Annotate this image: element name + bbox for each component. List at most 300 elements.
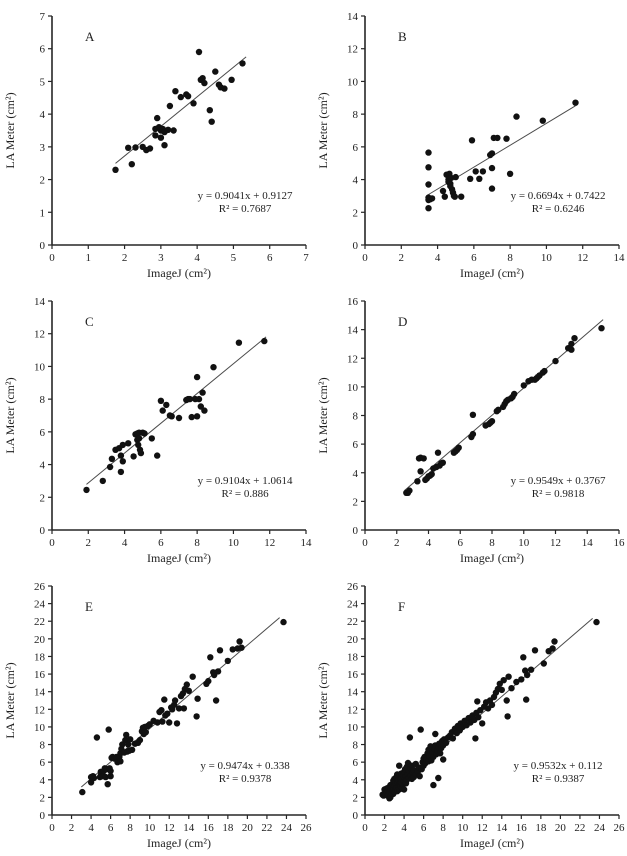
data-point bbox=[178, 94, 184, 100]
data-point bbox=[470, 431, 476, 437]
panel-letter: D bbox=[398, 314, 408, 330]
data-point bbox=[551, 638, 557, 644]
data-point bbox=[91, 775, 97, 781]
x-tick-label: 0 bbox=[49, 252, 55, 264]
data-point bbox=[508, 685, 514, 691]
data-point bbox=[159, 718, 165, 724]
x-tick-label: 10 bbox=[227, 537, 239, 549]
x-tick-label: 22 bbox=[574, 822, 586, 834]
data-point bbox=[213, 697, 219, 703]
data-point bbox=[504, 713, 510, 719]
data-point bbox=[158, 398, 164, 404]
data-point bbox=[238, 645, 244, 651]
y-tick-label: 2 bbox=[352, 496, 358, 509]
data-point bbox=[207, 107, 213, 113]
y-tick-label: 2 bbox=[39, 492, 45, 505]
y-tick-label: 18 bbox=[347, 651, 358, 664]
scatter-chart-D bbox=[313, 285, 626, 570]
x-tick-label: 18 bbox=[535, 822, 547, 834]
y-tick-label: 14 bbox=[34, 296, 45, 308]
data-point bbox=[147, 145, 153, 151]
y-tick-label: 6 bbox=[352, 757, 358, 770]
y-tick-label: 2 bbox=[39, 174, 45, 187]
y-tick-label: 6 bbox=[352, 141, 358, 154]
data-point bbox=[221, 85, 227, 91]
data-point bbox=[189, 414, 195, 420]
x-tick-label: 0 bbox=[49, 537, 55, 549]
scatter-panel-D bbox=[313, 285, 627, 570]
data-point bbox=[435, 775, 441, 781]
data-point bbox=[141, 430, 147, 436]
x-tick-label: 2 bbox=[398, 252, 405, 264]
data-point bbox=[185, 93, 191, 99]
data-point bbox=[476, 176, 482, 182]
data-point bbox=[181, 705, 187, 711]
data-point bbox=[523, 696, 529, 702]
y-axis-title: LA Meter (cm²) bbox=[3, 92, 17, 169]
scatter-chart-F bbox=[313, 570, 626, 855]
x-tick-label: 0 bbox=[362, 252, 368, 264]
y-tick-label: 6 bbox=[352, 439, 358, 452]
data-point bbox=[474, 698, 480, 704]
data-point bbox=[209, 119, 215, 125]
x-tick-label: 8 bbox=[489, 537, 495, 549]
x-tick-label: 16 bbox=[202, 822, 214, 834]
data-point bbox=[568, 347, 574, 353]
data-point bbox=[280, 619, 286, 625]
data-point bbox=[417, 773, 423, 779]
y-tick-label: 12 bbox=[347, 43, 358, 56]
x-tick-label: 14 bbox=[496, 822, 508, 834]
y-tick-label: 1 bbox=[39, 207, 45, 220]
y-tick-label: 10 bbox=[34, 721, 45, 734]
data-point bbox=[453, 174, 459, 180]
equation-label: y = 0.9041x + 0.9127 bbox=[197, 190, 293, 203]
equation-label: y = 0.6694x + 0.7422 bbox=[510, 190, 606, 203]
data-point bbox=[442, 194, 448, 200]
data-point bbox=[489, 418, 495, 424]
data-point bbox=[524, 672, 530, 678]
y-tick-label: 16 bbox=[34, 669, 45, 682]
x-tick-label: 2 bbox=[394, 537, 400, 549]
data-point bbox=[489, 165, 495, 171]
data-point bbox=[568, 341, 574, 347]
data-point bbox=[105, 781, 111, 787]
scatter-chart-A bbox=[0, 0, 313, 285]
scatter-chart-E bbox=[0, 570, 313, 855]
y-tick-label: 16 bbox=[347, 296, 358, 308]
scatter-panel-C bbox=[0, 285, 313, 570]
y-tick-label: 4 bbox=[352, 174, 358, 187]
x-tick-label: 4 bbox=[434, 252, 441, 264]
data-point bbox=[425, 164, 431, 170]
data-point bbox=[261, 338, 267, 344]
scatter-panel-A bbox=[0, 0, 313, 285]
data-point bbox=[598, 325, 604, 331]
r-squared-label: R² = 0.7687 bbox=[218, 203, 272, 216]
x-tick-label: 1 bbox=[85, 252, 92, 264]
data-point bbox=[401, 786, 407, 792]
r-squared-label: R² = 0.886 bbox=[221, 488, 269, 501]
data-point bbox=[138, 450, 144, 456]
data-point bbox=[127, 736, 133, 742]
panel-letter: F bbox=[398, 599, 406, 615]
x-tick-label: 0 bbox=[49, 822, 55, 834]
x-tick-label: 6 bbox=[266, 252, 273, 264]
x-tick-label: 10 bbox=[540, 252, 552, 264]
x-tick-label: 2 bbox=[381, 822, 388, 834]
data-point bbox=[236, 340, 242, 346]
data-point bbox=[125, 440, 131, 446]
data-point bbox=[120, 442, 126, 448]
data-point bbox=[194, 374, 200, 380]
data-point bbox=[425, 205, 431, 211]
data-point bbox=[149, 435, 155, 441]
data-point bbox=[505, 674, 511, 680]
y-tick-label: 20 bbox=[34, 633, 45, 646]
data-point bbox=[425, 181, 431, 187]
data-point bbox=[217, 647, 223, 653]
y-tick-label: 10 bbox=[347, 76, 358, 89]
data-point bbox=[429, 471, 435, 477]
x-tick-label: 4 bbox=[401, 822, 407, 834]
y-tick-label: 6 bbox=[39, 757, 45, 770]
y-tick-label: 14 bbox=[347, 11, 358, 23]
data-point bbox=[489, 150, 495, 156]
data-point bbox=[186, 688, 192, 694]
x-tick-label: 8 bbox=[507, 252, 513, 264]
y-tick-label: 14 bbox=[347, 324, 358, 337]
data-point bbox=[494, 135, 500, 141]
x-tick-label: 6 bbox=[107, 822, 114, 834]
y-tick-label: 0 bbox=[39, 240, 45, 252]
data-point bbox=[469, 137, 475, 143]
equation-label: y = 0.9474x + 0.338 bbox=[200, 760, 290, 773]
data-point bbox=[489, 185, 495, 191]
data-point bbox=[450, 735, 456, 741]
data-point bbox=[158, 707, 164, 713]
x-tick-label: 8 bbox=[194, 537, 200, 549]
data-point bbox=[499, 687, 505, 693]
x-tick-label: 14 bbox=[613, 252, 625, 264]
x-tick-label: 10 bbox=[518, 537, 530, 549]
y-tick-label: 8 bbox=[352, 109, 358, 122]
data-point bbox=[225, 658, 231, 664]
data-point bbox=[79, 789, 85, 795]
x-tick-label: 3 bbox=[158, 252, 164, 264]
data-point bbox=[136, 435, 142, 441]
equation-label: y = 0.9549x + 0.3767 bbox=[510, 475, 606, 488]
y-tick-label: 18 bbox=[34, 651, 45, 664]
y-tick-label: 0 bbox=[352, 240, 358, 252]
scatter-panel-B bbox=[313, 0, 627, 285]
data-point bbox=[201, 80, 207, 86]
x-tick-label: 10 bbox=[457, 822, 469, 834]
data-point bbox=[593, 619, 599, 625]
data-point bbox=[193, 713, 199, 719]
data-point bbox=[511, 391, 517, 397]
data-point bbox=[540, 118, 546, 124]
x-axis-title: ImageJ (cm²) bbox=[147, 836, 211, 850]
trendline bbox=[86, 337, 266, 484]
x-axis-title: ImageJ (cm²) bbox=[147, 266, 211, 280]
x-tick-label: 24 bbox=[593, 822, 605, 834]
data-point bbox=[172, 697, 178, 703]
x-tick-label: 4 bbox=[121, 537, 128, 549]
x-tick-label: 6 bbox=[471, 252, 477, 264]
y-tick-label: 12 bbox=[347, 704, 358, 717]
data-point bbox=[212, 68, 218, 74]
data-point bbox=[107, 464, 113, 470]
data-point bbox=[190, 674, 196, 680]
x-tick-label: 14 bbox=[183, 822, 195, 834]
y-tick-label: 0 bbox=[352, 525, 358, 537]
data-point bbox=[176, 415, 182, 421]
data-point bbox=[479, 720, 485, 726]
y-tick-label: 8 bbox=[39, 739, 45, 752]
y-tick-label: 10 bbox=[347, 381, 358, 394]
y-tick-label: 14 bbox=[347, 686, 358, 699]
data-point bbox=[201, 407, 207, 413]
x-tick-label: 24 bbox=[280, 822, 292, 834]
x-tick-label: 20 bbox=[554, 822, 566, 834]
x-tick-label: 26 bbox=[613, 822, 625, 834]
data-point bbox=[125, 145, 131, 151]
equation-label: y = 0.9532x + 0.112 bbox=[513, 760, 603, 773]
data-point bbox=[215, 668, 221, 674]
data-point bbox=[472, 735, 478, 741]
y-tick-label: 4 bbox=[352, 467, 358, 480]
data-point bbox=[425, 149, 431, 155]
data-point bbox=[194, 696, 200, 702]
data-point bbox=[417, 468, 423, 474]
y-tick-label: 4 bbox=[39, 774, 45, 787]
data-point bbox=[163, 402, 169, 408]
data-point bbox=[164, 711, 170, 717]
y-tick-label: 12 bbox=[34, 704, 45, 717]
data-point bbox=[518, 676, 524, 682]
y-tick-label: 3 bbox=[39, 141, 45, 154]
y-axis-title: LA Meter (cm²) bbox=[3, 377, 17, 454]
data-point bbox=[166, 719, 172, 725]
x-tick-label: 12 bbox=[577, 252, 589, 264]
x-tick-label: 6 bbox=[420, 822, 427, 834]
y-tick-label: 7 bbox=[39, 11, 45, 23]
data-point bbox=[549, 645, 555, 651]
data-point bbox=[452, 194, 458, 200]
x-axis-title: ImageJ (cm²) bbox=[460, 551, 524, 565]
y-axis-title: LA Meter (cm²) bbox=[3, 662, 17, 739]
r-squared-label: R² = 0.9378 bbox=[218, 773, 272, 786]
data-point bbox=[158, 135, 164, 141]
x-tick-label: 0 bbox=[362, 537, 368, 549]
data-point bbox=[199, 389, 205, 395]
data-point bbox=[432, 731, 438, 737]
x-tick-label: 2 bbox=[121, 252, 128, 264]
data-point bbox=[421, 455, 427, 461]
r-squared-label: R² = 0.9818 bbox=[531, 488, 585, 501]
y-tick-label: 22 bbox=[347, 616, 358, 629]
data-point bbox=[205, 678, 211, 684]
data-point bbox=[507, 171, 513, 177]
data-point bbox=[196, 396, 202, 402]
data-point bbox=[480, 168, 486, 174]
x-tick-label: 12 bbox=[163, 822, 175, 834]
data-point bbox=[541, 368, 547, 374]
data-point bbox=[504, 697, 510, 703]
data-point bbox=[165, 127, 171, 133]
data-point bbox=[167, 103, 173, 109]
data-point bbox=[475, 714, 481, 720]
y-axis-title: LA Meter (cm²) bbox=[316, 377, 330, 454]
data-point bbox=[112, 167, 118, 173]
data-point bbox=[456, 445, 462, 451]
x-tick-label: 4 bbox=[194, 252, 200, 264]
x-tick-label: 4 bbox=[425, 537, 432, 549]
data-point bbox=[210, 364, 216, 370]
data-point bbox=[429, 195, 435, 201]
x-axis-title: ImageJ (cm²) bbox=[460, 266, 524, 280]
y-tick-label: 5 bbox=[39, 76, 45, 89]
data-point bbox=[414, 478, 420, 484]
y-tick-label: 2 bbox=[39, 792, 45, 805]
data-point bbox=[106, 726, 112, 732]
data-point bbox=[129, 161, 135, 167]
data-point bbox=[161, 142, 167, 148]
data-point bbox=[407, 734, 413, 740]
data-point bbox=[118, 469, 124, 475]
x-tick-label: 4 bbox=[88, 822, 94, 834]
y-tick-label: 26 bbox=[347, 581, 358, 593]
x-tick-label: 12 bbox=[476, 822, 488, 834]
data-point bbox=[132, 144, 138, 150]
x-tick-label: 26 bbox=[300, 822, 312, 834]
data-point bbox=[107, 768, 113, 774]
data-point bbox=[418, 726, 424, 732]
y-tick-label: 12 bbox=[34, 328, 45, 341]
y-tick-label: 10 bbox=[34, 361, 45, 374]
data-point bbox=[467, 176, 473, 182]
data-point bbox=[120, 458, 126, 464]
data-point bbox=[207, 654, 213, 660]
x-tick-label: 16 bbox=[613, 537, 625, 549]
data-point bbox=[430, 782, 436, 788]
data-point bbox=[228, 77, 234, 83]
y-tick-label: 24 bbox=[34, 598, 45, 611]
y-axis-title: LA Meter (cm²) bbox=[316, 662, 330, 739]
data-point bbox=[109, 456, 115, 462]
x-axis-title: ImageJ (cm²) bbox=[460, 836, 524, 850]
x-tick-label: 12 bbox=[264, 537, 276, 549]
data-point bbox=[100, 478, 106, 484]
data-point bbox=[489, 702, 495, 708]
scatter-chart-C bbox=[0, 285, 313, 570]
panel-letter: E bbox=[85, 599, 93, 615]
x-tick-label: 16 bbox=[515, 822, 527, 834]
y-tick-label: 4 bbox=[39, 459, 45, 472]
data-point bbox=[552, 358, 558, 364]
data-point bbox=[174, 720, 180, 726]
data-point bbox=[172, 88, 178, 94]
panel-letter: A bbox=[85, 29, 95, 45]
data-point bbox=[513, 113, 519, 119]
y-tick-label: 4 bbox=[39, 109, 45, 122]
data-point bbox=[169, 413, 175, 419]
y-tick-label: 0 bbox=[39, 810, 45, 822]
data-point bbox=[236, 638, 242, 644]
y-tick-label: 8 bbox=[352, 739, 358, 752]
y-tick-label: 10 bbox=[347, 721, 358, 734]
x-tick-label: 14 bbox=[300, 537, 312, 549]
data-point bbox=[170, 127, 176, 133]
data-point bbox=[503, 136, 509, 142]
r-squared-label: R² = 0.6246 bbox=[531, 203, 585, 216]
y-axis-title: LA Meter (cm²) bbox=[316, 92, 330, 169]
data-point bbox=[118, 452, 124, 458]
y-tick-label: 2 bbox=[352, 207, 358, 220]
data-point bbox=[160, 407, 166, 413]
x-tick-label: 5 bbox=[230, 252, 237, 264]
data-point bbox=[94, 734, 100, 740]
data-point bbox=[473, 168, 479, 174]
data-point bbox=[520, 654, 526, 660]
y-tick-label: 14 bbox=[34, 686, 45, 699]
data-point bbox=[152, 132, 158, 138]
data-point bbox=[440, 756, 446, 762]
data-point bbox=[532, 647, 538, 653]
data-point bbox=[239, 60, 245, 66]
data-point bbox=[129, 747, 135, 753]
data-point bbox=[396, 763, 402, 769]
y-tick-label: 26 bbox=[34, 581, 45, 593]
data-point bbox=[440, 460, 446, 466]
y-tick-label: 2 bbox=[352, 792, 358, 805]
data-point bbox=[130, 453, 136, 459]
y-tick-label: 4 bbox=[352, 774, 358, 787]
x-axis-title: ImageJ (cm²) bbox=[147, 551, 211, 565]
data-point bbox=[83, 487, 89, 493]
y-tick-label: 8 bbox=[352, 410, 358, 423]
x-tick-label: 0 bbox=[362, 822, 368, 834]
data-point bbox=[143, 729, 149, 735]
x-tick-label: 20 bbox=[241, 822, 253, 834]
data-point bbox=[541, 660, 547, 666]
x-tick-label: 7 bbox=[303, 252, 309, 264]
scatter-chart-B bbox=[313, 0, 626, 285]
data-point bbox=[458, 194, 464, 200]
data-point bbox=[435, 450, 441, 456]
y-tick-label: 6 bbox=[39, 43, 45, 56]
panel-letter: C bbox=[85, 314, 94, 330]
data-point bbox=[470, 412, 476, 418]
y-tick-label: 24 bbox=[347, 598, 358, 611]
data-point bbox=[196, 49, 202, 55]
panel-letter: B bbox=[398, 29, 407, 45]
data-point bbox=[154, 115, 160, 121]
data-point bbox=[440, 188, 446, 194]
y-tick-label: 20 bbox=[347, 633, 358, 646]
data-point bbox=[190, 100, 196, 106]
scatter-panel-F bbox=[313, 570, 627, 856]
y-tick-label: 12 bbox=[347, 353, 358, 366]
data-point bbox=[184, 681, 190, 687]
y-tick-label: 0 bbox=[352, 810, 358, 822]
x-tick-label: 6 bbox=[457, 537, 463, 549]
y-tick-label: 22 bbox=[34, 616, 45, 629]
x-tick-label: 10 bbox=[144, 822, 156, 834]
y-tick-label: 16 bbox=[347, 669, 358, 682]
data-point bbox=[137, 737, 143, 743]
